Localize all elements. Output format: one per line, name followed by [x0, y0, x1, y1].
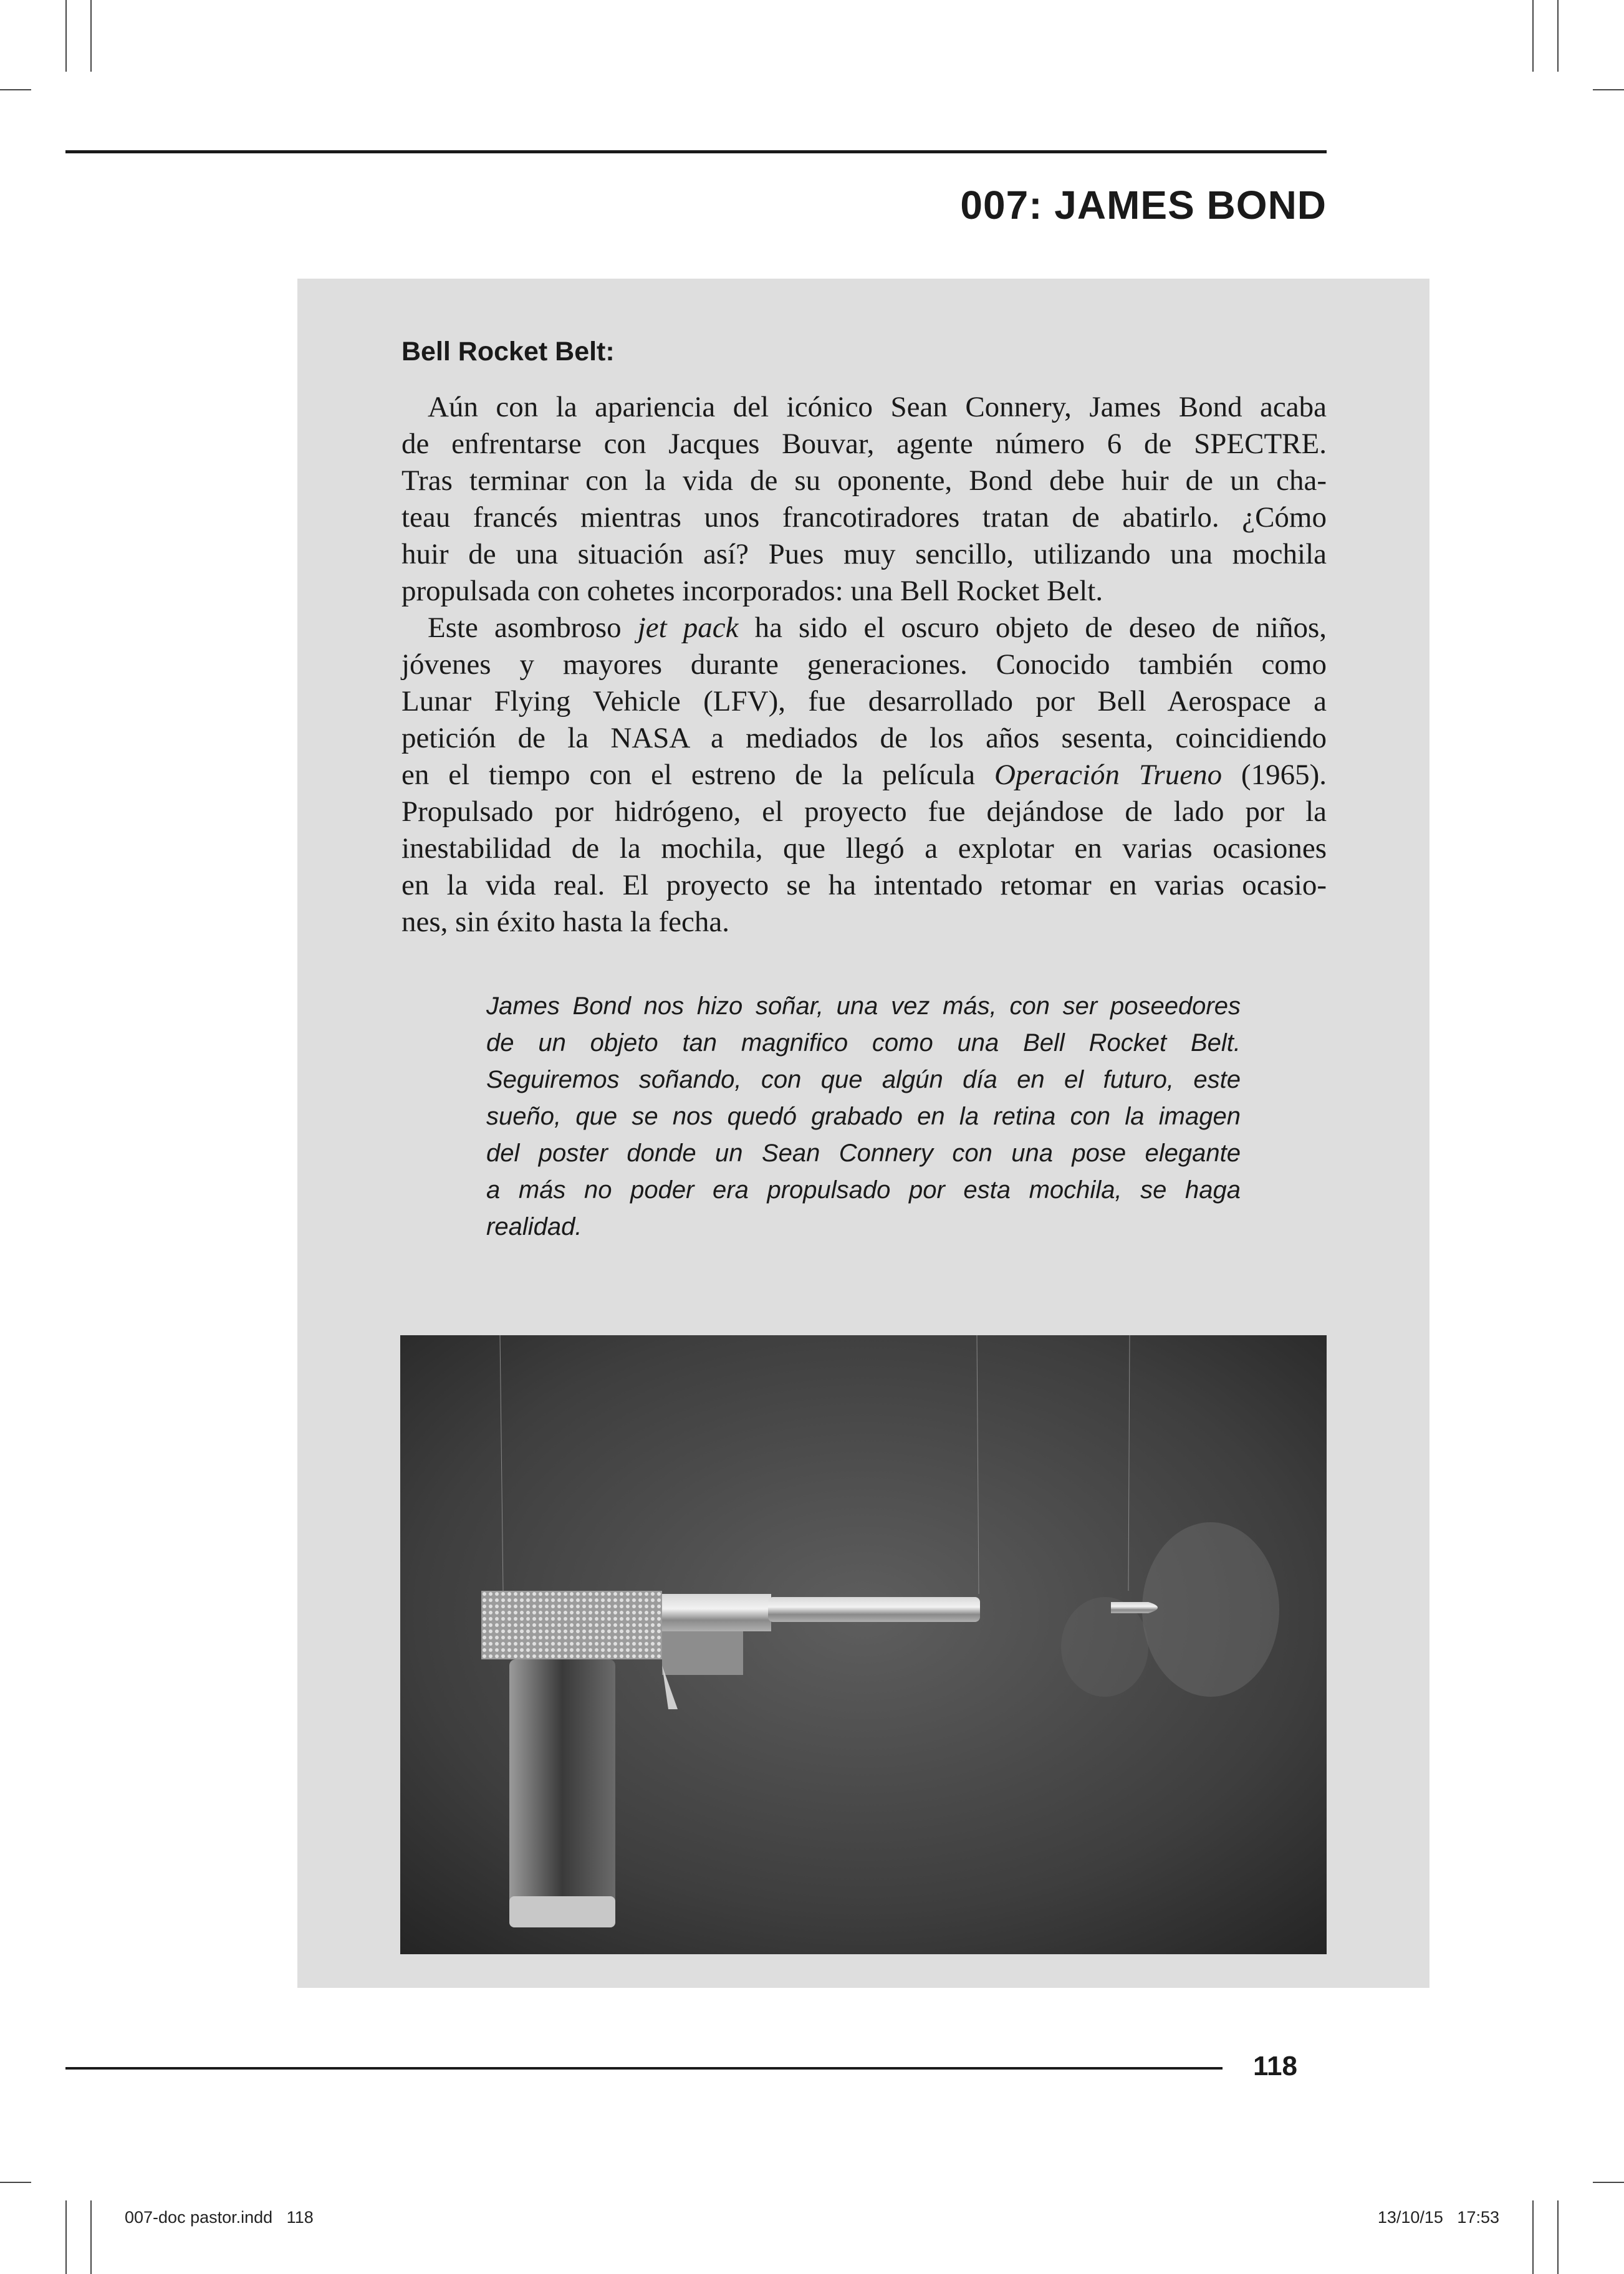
- quote-line: de un objeto tan magnifico como una Bell Rocket Belt.: [486, 1029, 1241, 1057]
- text-run: Este asombroso: [428, 612, 638, 644]
- crop-mark: [65, 2200, 67, 2274]
- body-line: [401, 610, 1327, 646]
- crop-mark: [1532, 2200, 1534, 2274]
- crop-mark: [0, 89, 31, 90]
- body-line: [401, 536, 1327, 573]
- body-line: [401, 830, 1327, 867]
- text-run: inestabilidad de la mochila, que llegó a explotar en varias ocasiones: [401, 832, 1327, 865]
- body-line: [401, 646, 1327, 683]
- golden-gun-image: [400, 1335, 1327, 1954]
- pull-quote: [486, 988, 1241, 1245]
- text-run: de enfrentarse con Jacques Bouvar, agente número 6 de SPECTRE.: [401, 428, 1327, 460]
- text-run: propulsada con cohetes incorporados: una Bell Rocket Belt.: [401, 575, 1103, 607]
- italic-text: jet pack: [637, 612, 739, 644]
- footer-rule: [65, 2067, 1223, 2070]
- quote-line: sueño, que se nos quedó grabado en la retina con la imagen: [486, 1103, 1241, 1130]
- body-line: [401, 794, 1327, 830]
- slug-filename: 007-doc pastor.indd 118: [125, 2208, 314, 2227]
- slug-datetime: 13/10/15 17:53: [1377, 2208, 1499, 2227]
- text-run: Lunar Flying Vehicle (LFV), fue desarrollado por Bell Aerospace a: [401, 685, 1327, 717]
- text-run: Tras terminar con la vida de su oponente, Bond debe huir de un cha-: [401, 464, 1327, 497]
- crop-mark: [1557, 2200, 1559, 2274]
- crop-mark: [1557, 0, 1559, 72]
- text-run: en la vida real. El proyecto se ha intentado retomar en varias ocasio-: [401, 869, 1327, 901]
- quote-line: James Bond nos hizo soñar, una vez más, con ser poseedores: [486, 992, 1241, 1020]
- body-line: [401, 389, 1327, 426]
- header-rule: [65, 150, 1327, 153]
- text-run: (1965).: [1222, 759, 1327, 791]
- text-run: nes, sin éxito hasta la fecha.: [401, 906, 729, 938]
- section-heading: Bell Rocket Belt:: [401, 337, 615, 367]
- body-line: [401, 683, 1327, 720]
- text-run: jóvenes y mayores durante generaciones. Conocido también como: [401, 648, 1327, 681]
- quote-line: realidad.: [486, 1213, 582, 1240]
- crop-mark: [90, 0, 92, 72]
- photo-golden-gun: [400, 1335, 1327, 1954]
- italic-text: Operación Trueno: [994, 759, 1223, 791]
- crop-mark: [65, 0, 67, 72]
- crop-mark: [90, 2200, 92, 2274]
- text-run: en el tiempo con el estreno de la película: [401, 759, 995, 791]
- crop-mark: [1532, 0, 1534, 72]
- crop-mark: [0, 2182, 31, 2183]
- body-line: [401, 499, 1327, 536]
- body-line: [401, 720, 1327, 757]
- body-line: [401, 463, 1327, 499]
- body-line: [401, 904, 1327, 941]
- body-line: [401, 867, 1327, 904]
- crop-mark: [1593, 2182, 1624, 2183]
- text-run: ha sido el oscuro objeto de deseo de niños,: [738, 612, 1327, 644]
- body-line: [401, 426, 1327, 463]
- crop-mark: [1593, 89, 1624, 90]
- page-number: 118: [1253, 2051, 1297, 2081]
- text-run: Aún con la apariencia del icónico Sean Connery, James Bond acaba: [428, 391, 1327, 423]
- body-line: [401, 757, 1327, 794]
- running-title: 007: JAMES BOND: [960, 183, 1327, 228]
- quote-line: Seguiremos soñando, con que algún día en el futuro, este: [486, 1066, 1241, 1093]
- quote-line: a más no poder era propulsado por esta mochila, se haga: [486, 1176, 1241, 1204]
- text-run: huir de una situación así? Pues muy sencillo, utilizando una mochila: [401, 538, 1327, 570]
- body-line: [401, 573, 1327, 610]
- body-text: [401, 389, 1327, 941]
- text-run: teau francés mientras unos francotiradores tratan de abatirlo. ¿Cómo: [401, 501, 1327, 534]
- quote-line: del poster donde un Sean Connery con una pose elegante: [486, 1139, 1241, 1167]
- text-run: Propulsado por hidrógeno, el proyecto fue dejándose de lado por la: [401, 795, 1327, 828]
- text-run: petición de la NASA a mediados de los años sesenta, coincidiendo: [401, 722, 1327, 754]
